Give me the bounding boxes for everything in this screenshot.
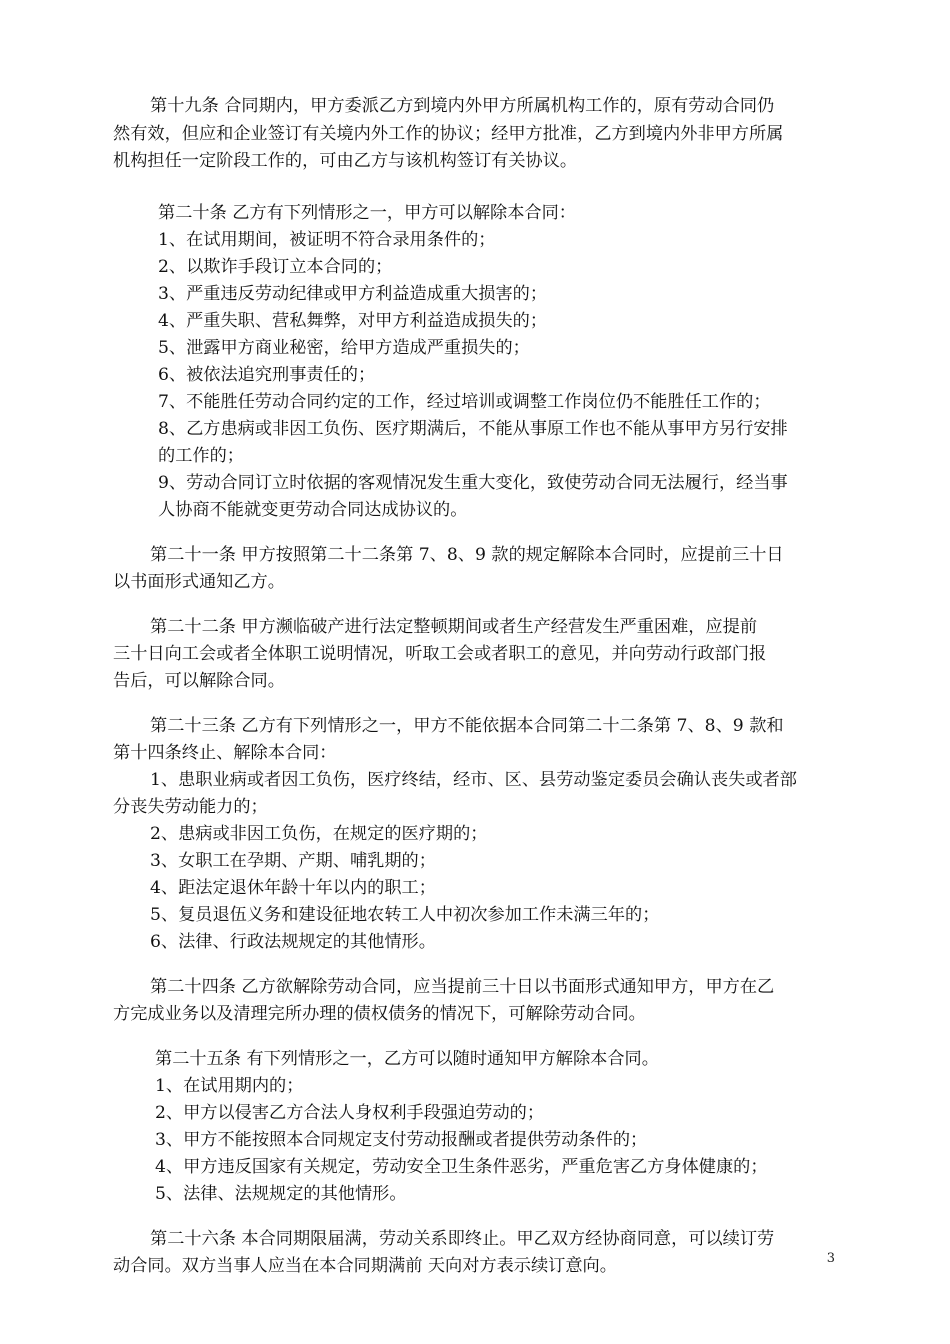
article-19-line-3: 机构担任一定阶段工作的，可由乙方与该机构签订有关协议。 — [113, 151, 578, 171]
article-25-item-3: 3、甲方不能按照本合同规定支付劳动报酬或者提供劳动条件的； — [155, 1130, 648, 1150]
article-25-item-2: 2、甲方以侵害乙方合法人身权利手段强迫劳动的； — [155, 1103, 545, 1123]
article-22-line-1: 第二十二条 甲方濒临破产进行法定整顿期间或者生产经营发生严重困难，应提前 — [150, 617, 758, 637]
article-24-line-2: 方完成业务以及清理完所办理的债权债务的情况下，可解除劳动合同。 — [113, 1004, 646, 1024]
article-20-item-9-line-1: 9、劳动合同订立时依据的客观情况发生重大变化，致使劳动合同无法履行，经当事 — [158, 473, 788, 493]
article-23-item-4: 4、距法定退休年龄十年以内的职工； — [150, 878, 436, 898]
article-23-item-5: 5、复员退伍义务和建设征地农转工人中初次参加工作未满三年的； — [150, 905, 660, 925]
article-23-item-2: 2、患病或非因工负伤，在规定的医疗期的； — [150, 824, 488, 844]
article-25-item-4: 4、甲方违反国家有关规定，劳动安全卫生条件恶劣，严重危害乙方身体健康的； — [155, 1157, 768, 1177]
article-20-item-1: 1、在试用期间，被证明不符合录用条件的； — [158, 230, 496, 250]
article-22-line-3: 告后，可以解除合同。 — [113, 671, 285, 691]
article-23-item-1-line-1: 1、患职业病或者因工负伤，医疗终结，经市、区、县劳动鉴定委员会确认丧失或者部 — [150, 770, 797, 790]
article-20-item-2: 2、以欺诈手段订立本合同的； — [158, 257, 393, 277]
page-number: 3 — [826, 1251, 835, 1266]
article-22-line-2: 三十日向工会或者全体职工说明情况，听取工会或者职工的意见，并向劳动行政部门报 — [113, 644, 767, 664]
article-20-item-9-line-2: 人协商不能就变更劳动合同达成协议的。 — [158, 500, 468, 520]
article-23-line-2: 第十四条终止、解除本合同： — [113, 743, 337, 763]
article-20-title: 第二十条 乙方有下列情形之一，甲方可以解除本合同： — [158, 203, 576, 223]
article-20-item-8-line-2: 的工作的； — [158, 446, 244, 466]
article-26-line-2: 动合同。双方当事人应当在本合同期满前 天向对方表示续订意向。 — [113, 1256, 617, 1276]
article-25-title: 第二十五条 有下列情形之一，乙方可以随时通知甲方解除本合同。 — [155, 1049, 659, 1069]
article-19-line-2: 然有效，但应和企业签订有关境内外工作的协议；经甲方批准，乙方到境内外非甲方所属 — [113, 124, 784, 144]
article-23-item-1-line-2: 分丧失劳动能力的； — [113, 797, 268, 817]
article-19-line-1: 第十九条 合同期内，甲方委派乙方到境内外甲方所属机构工作的，原有劳动合同仍 — [150, 96, 775, 116]
article-25-item-1: 1、在试用期内的； — [155, 1076, 304, 1096]
article-20-item-5: 5、泄露甲方商业秘密，给甲方造成严重损失的； — [158, 338, 530, 358]
article-23-item-3: 3、女职工在孕期、产期、哺乳期的； — [150, 851, 436, 871]
article-20-item-6: 6、被依法追究刑事责任的； — [158, 365, 376, 385]
article-21-line-2: 以书面形式通知乙方。 — [113, 572, 285, 592]
article-24-line-1: 第二十四条 乙方欲解除劳动合同，应当提前三十日以书面形式通知甲方，甲方在乙 — [150, 977, 775, 997]
article-20-item-8-line-1: 8、乙方患病或非因工负伤、医疗期满后，不能从事原工作也不能从事甲方另行安排 — [158, 419, 788, 439]
article-23-item-6: 6、法律、行政法规规定的其他情形。 — [150, 932, 436, 952]
article-26-line-1: 第二十六条 本合同期限届满，劳动关系即终止。甲乙双方经协商同意，可以续订劳 — [150, 1229, 775, 1249]
article-20-item-3: 3、严重违反劳动纪律或甲方利益造成重大损害的； — [158, 284, 548, 304]
article-20-item-7: 7、不能胜任劳动合同约定的工作，经过培训或调整工作岗位仍不能胜任工作的； — [158, 392, 771, 412]
article-25-item-5: 5、法律、法规规定的其他情形。 — [155, 1184, 407, 1204]
article-20-item-4: 4、严重失职、营私舞弊，对甲方利益造成损失的； — [158, 311, 548, 331]
article-23-line-1: 第二十三条 乙方有下列情形之一，甲方不能依据本合同第二十二条第 7、8、9 款和 — [150, 716, 784, 736]
article-21-line-1: 第二十一条 甲方按照第二十二条第 7、8、9 款的规定解除本合同时，应提前三十日 — [150, 545, 784, 565]
